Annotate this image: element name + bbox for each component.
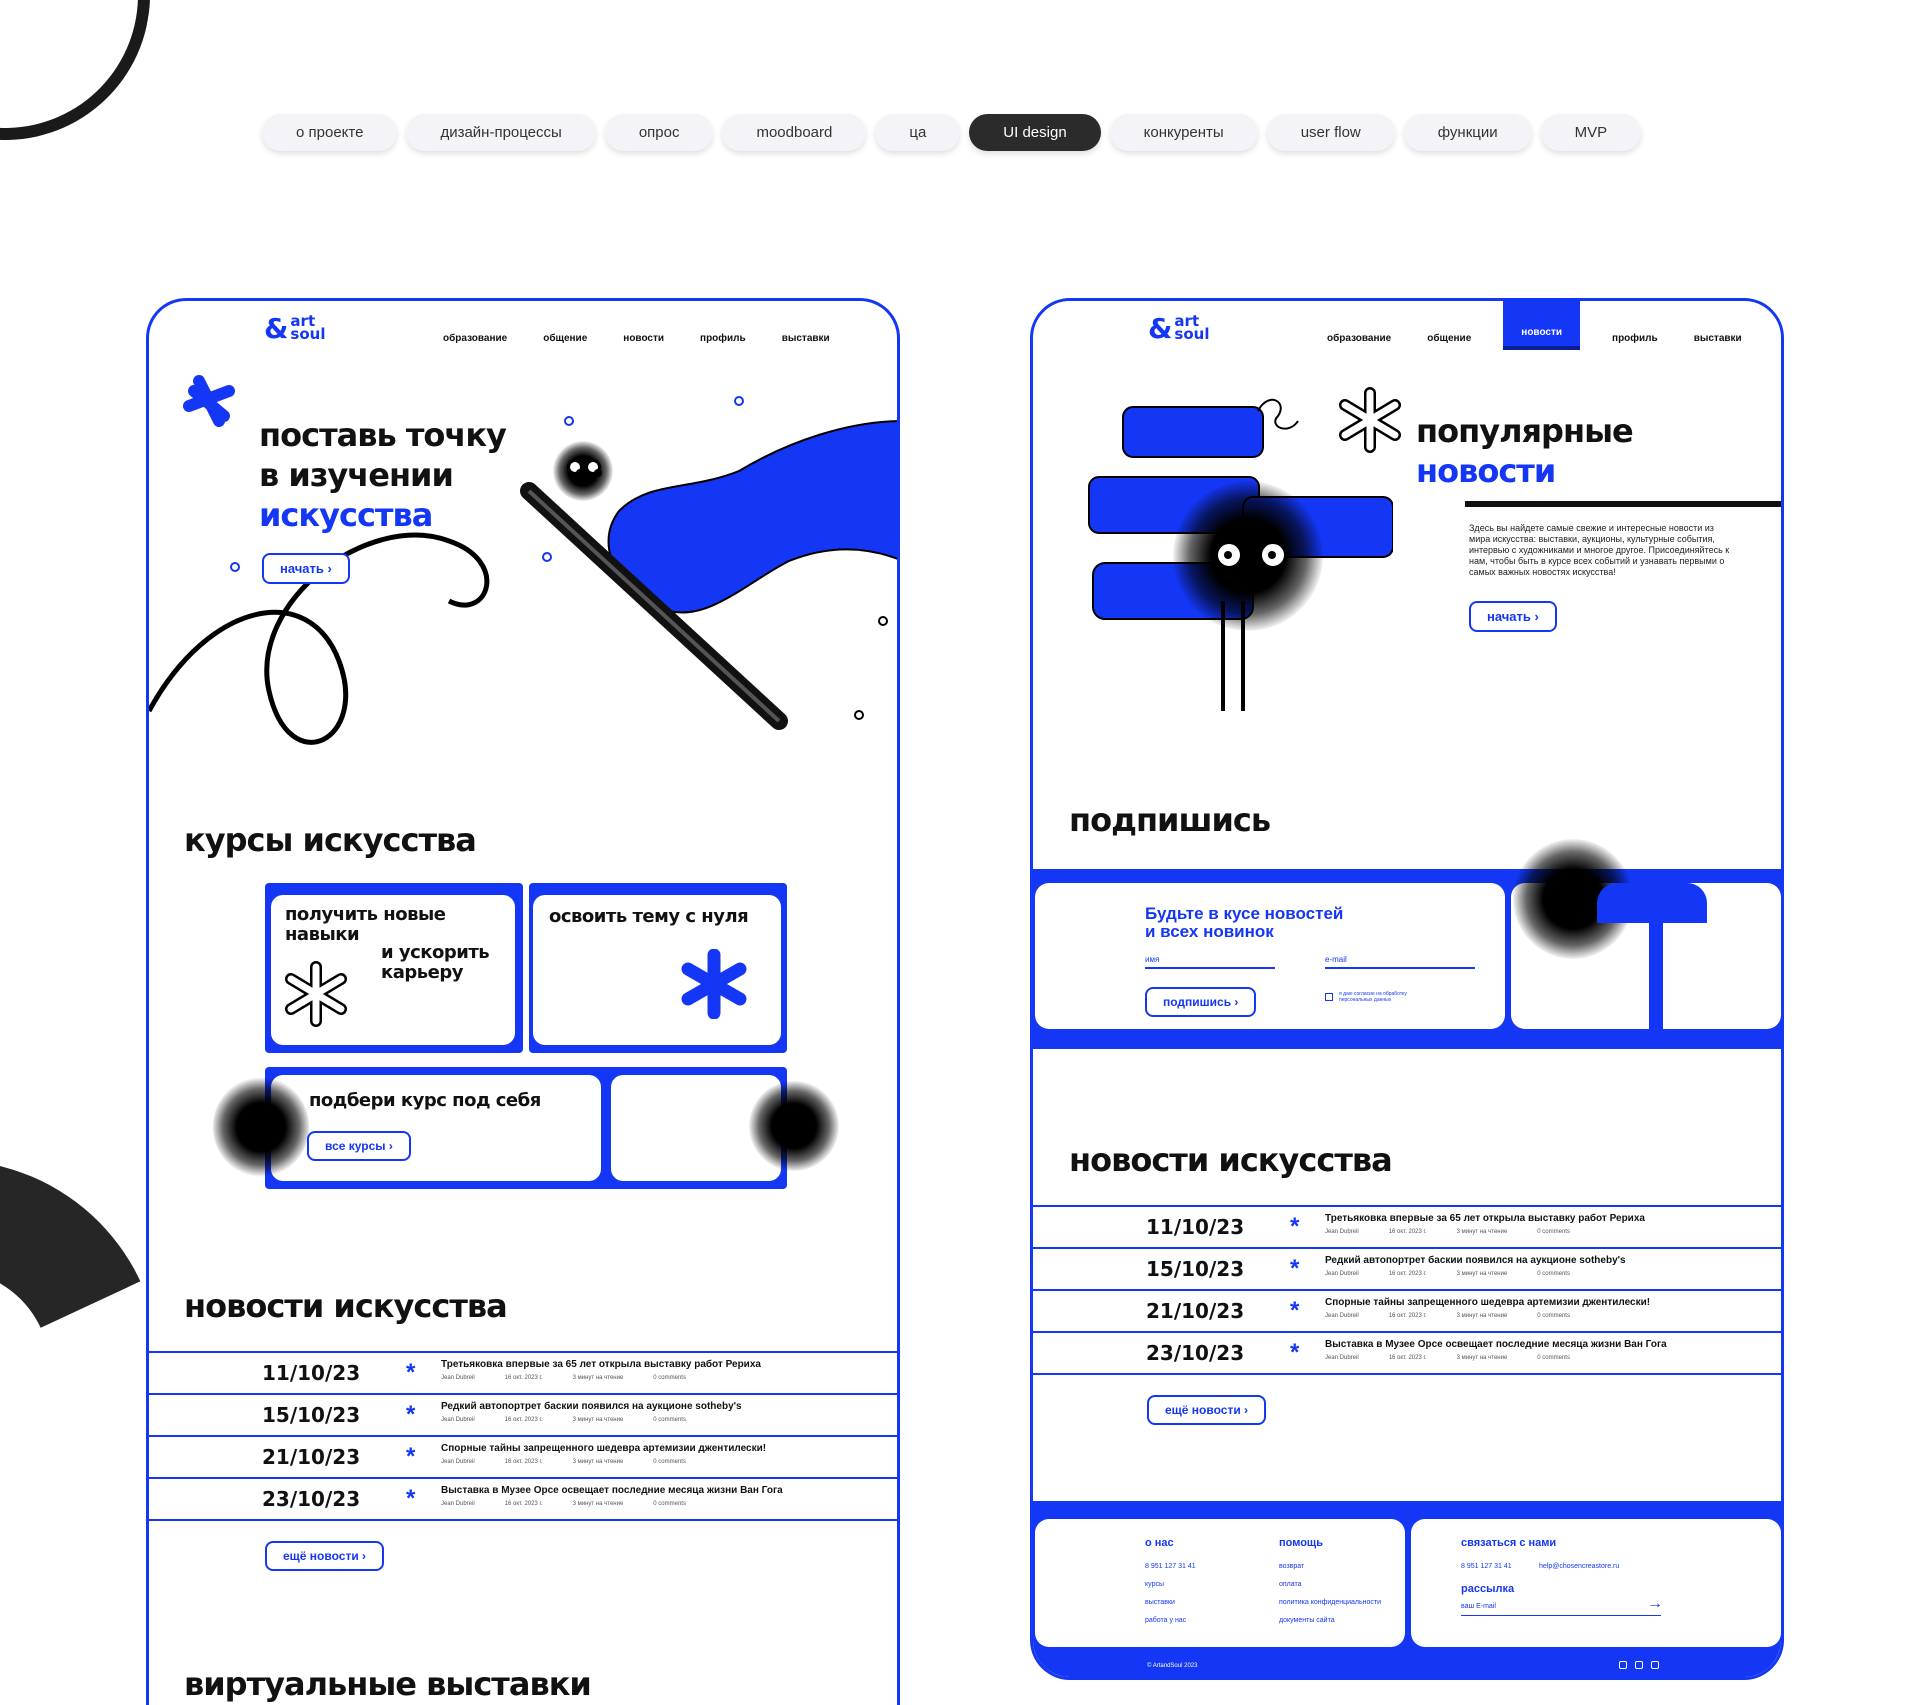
nav-item-news[interactable]: новости <box>623 333 665 344</box>
nav-item-profile[interactable]: профиль <box>700 333 746 344</box>
star-icon: * <box>406 1443 416 1470</box>
news-row[interactable]: 11/10/23 * Третьяковка впервые за 65 лет открыла выставку работ Рериха Jean Dubreil 16 окт. 2023 г. 3 минут на чтение 0 comments <box>149 1351 897 1393</box>
star-icon: * <box>1290 1255 1300 1282</box>
character-blob <box>213 1077 309 1177</box>
news-row[interactable]: 15/10/23 * Редкий автопортрет баскии появился на аукционе sotheby's Jean Dubreil 16 окт. 2023 г. 3 минут на чтение 0 comments <box>1033 1247 1781 1289</box>
character-eye <box>1259 541 1287 569</box>
star-icon: * <box>406 1485 416 1512</box>
tab-moodboard[interactable]: moodboard <box>722 114 866 151</box>
more-news-button[interactable]: ещё новости › <box>265 1541 384 1571</box>
asterisk-icon <box>679 949 749 1019</box>
subscribe-button[interactable]: подпишись › <box>1145 987 1256 1017</box>
tab-audience[interactable]: ца <box>875 114 960 151</box>
character-eye <box>1215 541 1243 569</box>
footer-link[interactable]: работа у нас <box>1145 1617 1187 1624</box>
character-blob <box>1173 481 1323 631</box>
nav-item-profile[interactable]: профиль <box>1612 333 1658 344</box>
courses-title: курсы искусства <box>184 821 476 859</box>
news-row[interactable]: 21/10/23 * Спорные тайны запрещенного шедевра артемизии джентилески! Jean Dubreil 16 окт. 2023 г. 3 минут на чтение 0 comments <box>1033 1289 1781 1331</box>
footer-link[interactable]: выставки <box>1145 1599 1175 1606</box>
asterisk-outline-icon <box>281 959 351 1029</box>
telegram-icon[interactable] <box>1619 1661 1627 1669</box>
star-icon: * <box>1290 1297 1300 1324</box>
decorative-arc-top <box>0 0 173 163</box>
start-button[interactable]: начать › <box>262 553 350 584</box>
tab-competitors[interactable]: конкуренты <box>1110 114 1258 151</box>
character-eye <box>567 459 583 475</box>
subscribe-title: подпишись <box>1069 801 1271 839</box>
footer-link[interactable]: 8 951 127 31 41 <box>1145 1563 1196 1570</box>
nav-item-news[interactable]: новости <box>1503 298 1580 350</box>
tab-survey[interactable]: опрос <box>605 114 714 151</box>
news-title: новости искусства <box>1069 1141 1392 1179</box>
all-courses-button[interactable]: все курсы › <box>307 1131 411 1161</box>
tab-mvp[interactable]: MVP <box>1541 114 1642 151</box>
mockup-news-page <box>1030 298 1784 1680</box>
asterisk-shape <box>189 381 229 421</box>
news-row[interactable]: 15/10/23 * Редкий автопортрет баскии появился на аукционе sotheby's Jean Dubreil 16 окт. 2023 г. 3 минут на чтение 0 comments <box>149 1393 897 1435</box>
course-card-basics[interactable]: освоить тему с нуля <box>529 883 787 1053</box>
virtual-exhibitions-title: виртуальные выставки <box>184 1665 591 1703</box>
star-icon: * <box>1290 1339 1300 1366</box>
brand-logo[interactable]: & art soul <box>1148 312 1210 345</box>
news-row[interactable]: 21/10/23 * Спорные тайны запрещенного шедевра артемизии джентилески! Jean Dubreil 16 окт. 2023 г. 3 минут на чтение 0 comments <box>149 1435 897 1477</box>
star-icon: * <box>406 1359 416 1386</box>
nav-item-education[interactable]: образование <box>443 333 508 344</box>
news-row[interactable]: 11/10/23 * Третьяковка впервые за 65 лет открыла выставку работ Рериха Jean Dubreil 16 окт. 2023 г. 3 минут на чтение 0 comments <box>1033 1205 1781 1247</box>
arrow-right-icon[interactable]: → <box>1647 1595 1663 1612</box>
tab-about[interactable]: о проекте <box>262 114 397 151</box>
email-field[interactable] <box>1325 967 1475 969</box>
news-title: новости искусства <box>184 1287 507 1325</box>
course-card-choose[interactable]: подбери курс под себя все курсы › <box>265 1067 787 1189</box>
mockup-home-page <box>146 298 900 1705</box>
vk-icon[interactable] <box>1635 1661 1643 1669</box>
course-card-skills[interactable]: получить новые навыки и ускорить карьеру <box>265 883 523 1053</box>
main-nav <box>439 327 834 350</box>
footer-link[interactable]: документы сайта <box>1279 1617 1335 1624</box>
footer: о нас 8 951 127 31 41 курсы выставки работа у нас помощь возврат оплата политика конфиденциальности документы сайта связаться с нами 8 951 127 31 41 help@chosencreastore.ru рассылка ваш E-mail → © ArtandSoul 2023 <box>1033 1501 1781 1680</box>
star-icon: * <box>406 1401 416 1428</box>
news-row[interactable]: 23/10/23 * Выставка в Музее Орсе освещает последние месяца жизни Ван Гога Jean Dubreil 16 окт. 2023 г. 3 минут на чтение 0 comments <box>1033 1331 1781 1373</box>
hero-title: поставь точку в изучении искусства <box>259 416 506 534</box>
subscribe-band <box>1033 869 1781 1049</box>
tab-design-process[interactable]: дизайн-процессы <box>406 114 595 151</box>
mailbox-shape <box>1597 883 1707 923</box>
footer-link[interactable]: политика конфиденциальности <box>1279 1599 1382 1606</box>
asterisk-outline-icon <box>1335 385 1405 455</box>
newsletter-input[interactable]: ваш E-mail <box>1461 1603 1496 1610</box>
nav-item-education[interactable]: образование <box>1327 333 1392 344</box>
news-row[interactable]: 23/10/23 * Выставка в Музее Орсе освещает последние месяца жизни Ван Гога Jean Dubreil 16 окт. 2023 г. 3 минут на чтение 0 comments <box>149 1477 897 1519</box>
consent-checkbox[interactable] <box>1325 993 1333 1001</box>
nav-item-exhibitions[interactable]: выставки <box>1693 333 1742 344</box>
footer-link[interactable]: возврат <box>1279 1563 1305 1570</box>
footer-link[interactable]: оплата <box>1279 1581 1302 1588</box>
start-button[interactable]: начать › <box>1469 601 1557 632</box>
character-eye <box>585 459 601 475</box>
section-tabs <box>262 114 1641 151</box>
nav-item-community[interactable]: общение <box>543 333 588 344</box>
nav-item-community[interactable]: общение <box>1427 333 1472 344</box>
hero-title: популярные новости <box>1416 412 1633 490</box>
name-field[interactable] <box>1145 967 1275 969</box>
brand-logo[interactable]: & art soul <box>264 312 326 345</box>
hero-description: Здесь вы найдете самые свежие и интересные новости из мира искусства: выставки, аукционы, культурные события, интервью с художниками и многое другое. Присоединяйтесь к нам, чтобы быть в курсе всех событий и узнавать первыми о самых важных новостях искусства! <box>1469 523 1730 577</box>
subscribe-form: Будьте в кусе новостей и всех новинок имя e-mail подпишись › я даю согласие на обработку персональных данных <box>1035 883 1505 1029</box>
footer-email[interactable]: help@chosencreastore.ru <box>1539 1563 1620 1570</box>
star-icon: * <box>1290 1213 1300 1240</box>
hand-shape <box>609 421 900 613</box>
divider <box>1465 501 1784 507</box>
more-news-button[interactable]: ещё новости › <box>1147 1395 1266 1425</box>
footer-link[interactable]: курсы <box>1145 1581 1164 1588</box>
tab-user-flow[interactable]: user flow <box>1267 114 1395 151</box>
youtube-icon[interactable] <box>1651 1661 1659 1669</box>
tab-ui-design[interactable]: UI design <box>969 114 1100 151</box>
footer-phone[interactable]: 8 951 127 31 41 <box>1461 1563 1512 1570</box>
character-blob <box>749 1081 839 1171</box>
tab-functions[interactable]: функции <box>1404 114 1532 151</box>
consent-label: я даю согласие на обработку персональных данных <box>1339 991 1407 1003</box>
copyright: © ArtandSoul 2023 <box>1147 1663 1198 1669</box>
nav-item-exhibitions[interactable]: выставки <box>781 333 830 344</box>
main-nav <box>1323 327 1746 350</box>
